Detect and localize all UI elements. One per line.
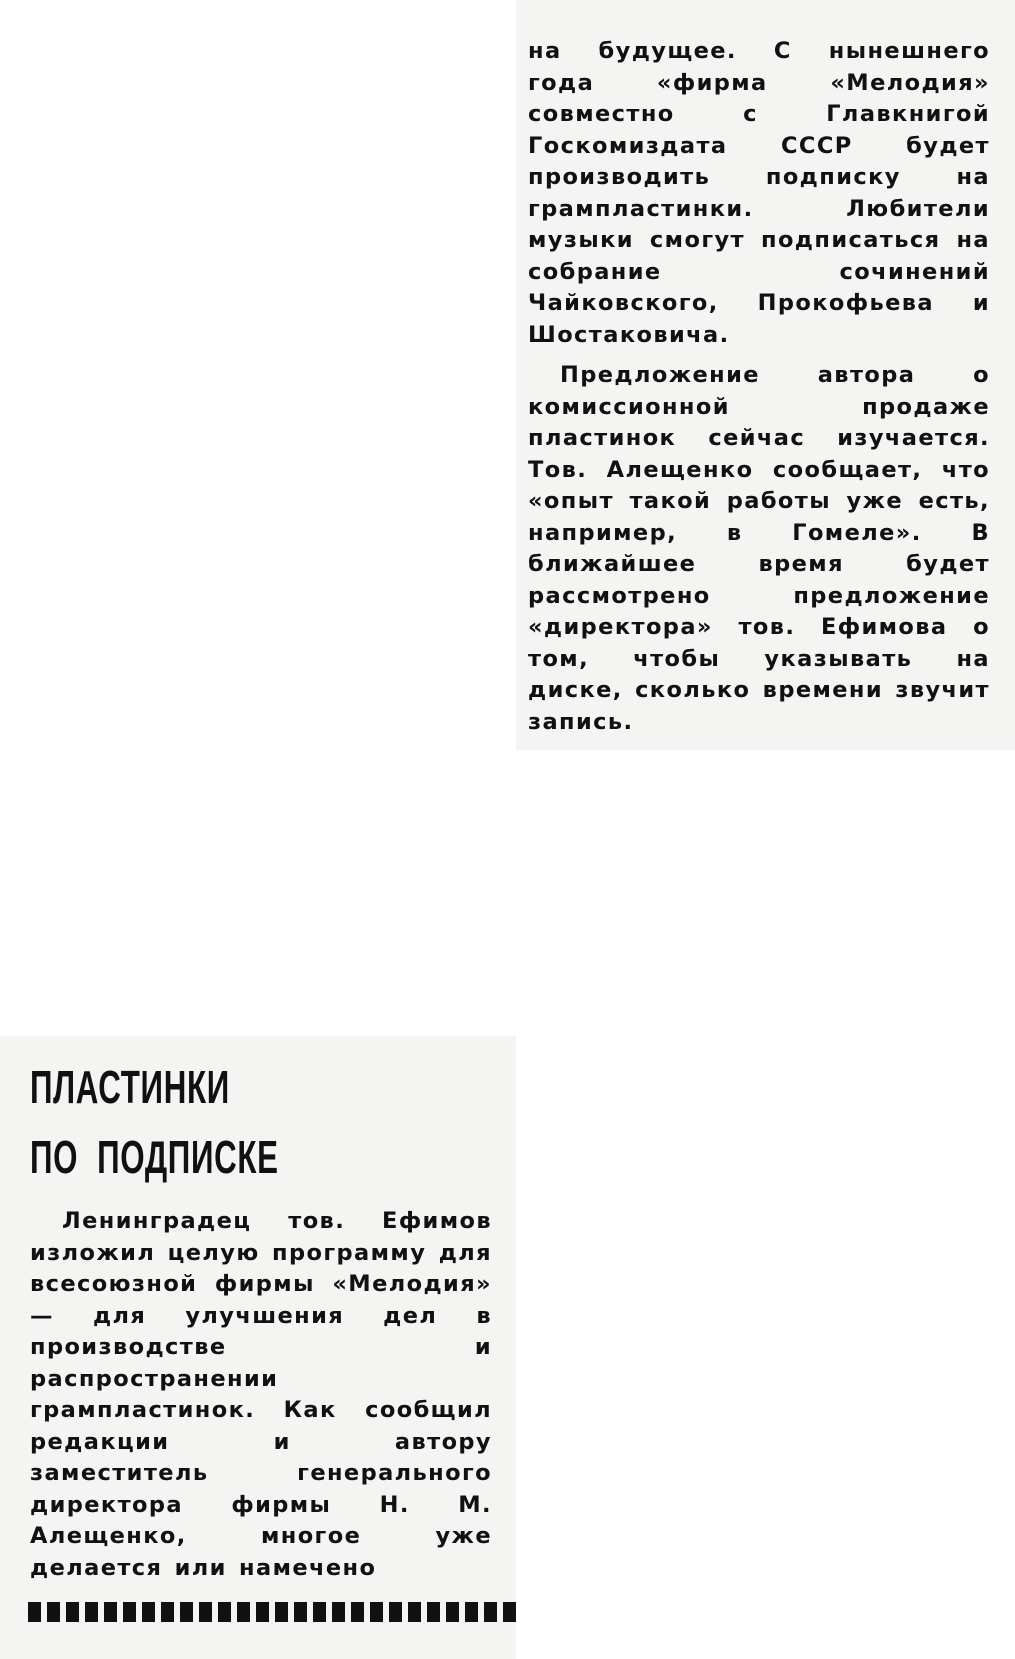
headline-line-2: ПО ПОДПИСКЕ (30, 1131, 279, 1183)
text-column (528, 36, 990, 738)
article-start-clipping (0, 1036, 516, 1659)
article-continuation-clipping (516, 0, 1015, 750)
paragraph: на будущее. С нынешнего года «фирма «Мелодия» совместно с Главкнигой Госкомиздата СССР будет производить подписку на грампластинки. Любители музыки смогут подписаться на собрание сочинений Чайковского, Прокофьева и Шостаковича. (528, 38, 990, 348)
paragraph: Предложение автора о комиссионной продаже пластинок сейчас изучается. Тов. Алещенко сообщает, что «опыт такой работы уже есть, например, в Гомеле». В ближайшее время будет рассмотрено предложение «директора» тов. Ефимова о том, чтобы указывать на диске, сколько времени звучит запись. (528, 362, 990, 735)
lead-paragraph: Ленинградец тов. Ефимов изложил целую программу для всесоюзной фирмы «Мелодия» — для улучшения дел в производстве и распространении грампластинок. Как сообщил редакции и автору заместитель генерального директора фирмы Н. М. Алещенко, многое уже делается или намечено (30, 1208, 492, 1581)
text-column (30, 1052, 492, 1584)
section-divider-rule (28, 1602, 516, 1622)
headline-line-1: ПЛАСТИНКИ (30, 1061, 230, 1113)
